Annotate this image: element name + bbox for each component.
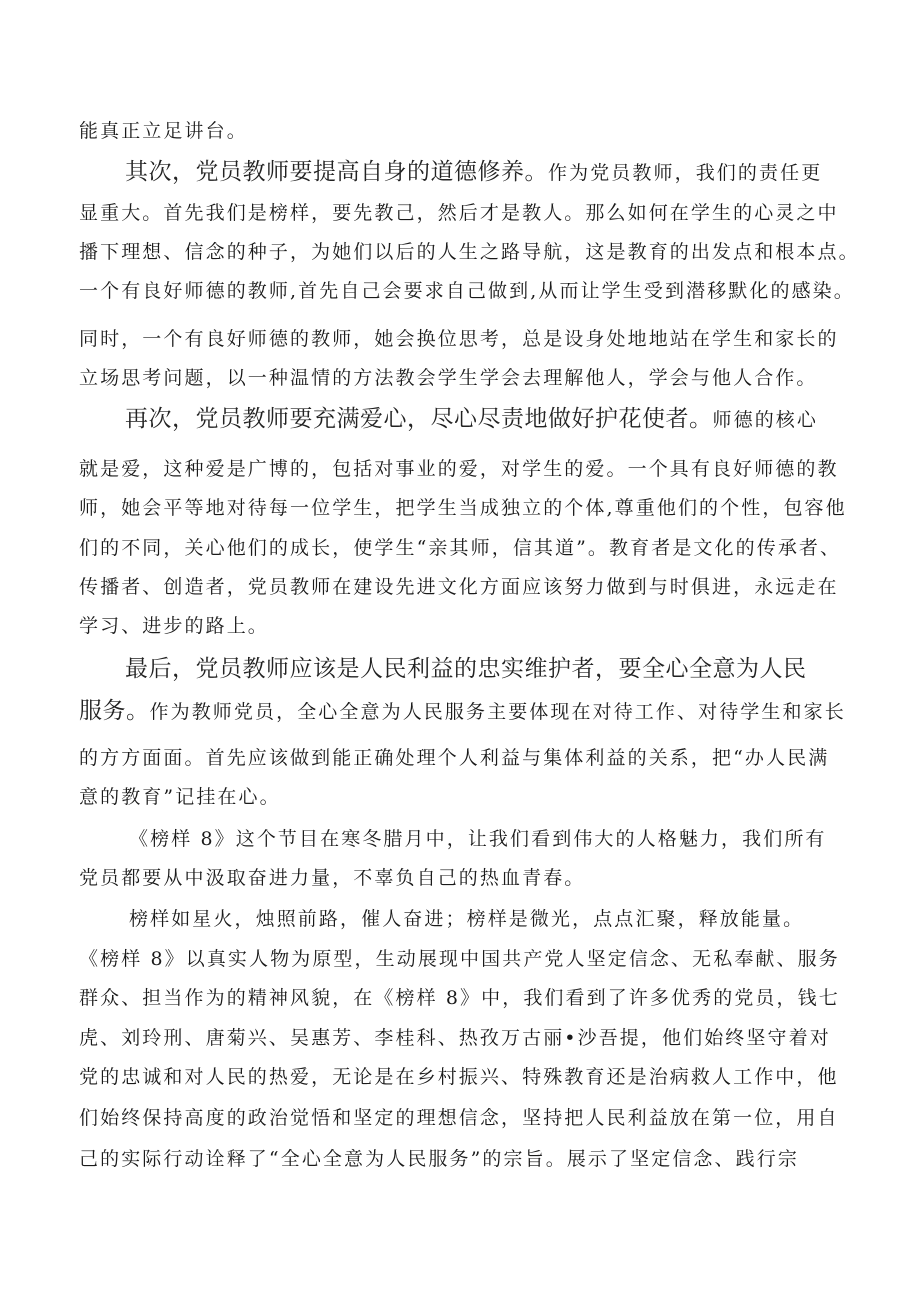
paragraph-text: 作为教师党员，全心全意为人民服务主要体现在对待工作、对待学生和家长	[149, 701, 846, 723]
paragraph-line: 榜样如星火，烛照前路，催人奋进；榜样是微光，点点汇聚，释放能量。	[129, 908, 805, 930]
paragraph-line: 显重大。首先我们是榜样，要先教己，然后才是教人。那么如何在学生的心灵之中	[79, 202, 839, 224]
paragraph-heading: 再次，党员教师要充满爱心，尽心尽责地做好护花使者。	[125, 406, 713, 432]
paragraph-line: 学习、进步的路上。	[79, 615, 269, 637]
paragraph-text: 作为党员教师，我们的责任更	[548, 162, 823, 184]
paragraph-line: 意的教育”记挂在心。	[79, 786, 281, 808]
paragraph-line: 群众、担当作为的精神风貌，在《榜样 8》中，我们看到了许多优秀的党员，钱七	[79, 987, 840, 1009]
paragraph-line: 党的忠诚和对人民的热爱，无论是在乡村振兴、特殊教育还是治病救人工作中，他	[79, 1066, 839, 1088]
paragraph-heading: 最后，党员教师应该是人民利益的忠实维护者，要全心全意为人民	[125, 656, 807, 682]
paragraph-line: 《榜样 8》以真实人物为原型，生动展现中国共产党人坚定信念、无私奉献、服务	[79, 948, 840, 970]
paragraph-line: 师，她会平等地对待每一位学生，把学生当成独立的个体,尊重他们的个性，包容他	[79, 497, 847, 519]
paragraph-line: 能真正立足讲台。	[79, 120, 248, 142]
paragraph-line: 传播者、创造者，党员教师在建设先进文化方面应该努力做到与时俱进，永远走在	[79, 576, 839, 598]
paragraph-line: 立场思考问题，以一种温情的方法教会学生学会去理解他人，学会与他人合作。	[79, 367, 818, 389]
paragraph-line	[79, 697, 846, 726]
paragraph-line	[125, 158, 822, 187]
paragraph-line: 《榜样 8》这个节目在寒冬腊月中，让我们看到伟大的人格魅力，我们所有	[129, 828, 827, 850]
paragraph-line: 们始终保持高度的政治觉悟和坚定的理想信念，坚持把人民利益放在第一位，用自	[79, 1107, 839, 1129]
paragraph-line: 一个有良好师德的教师,首先自己会要求自己做到,从而让学生受到潜移默化的感染。	[79, 280, 855, 302]
paragraph-line: 同时，一个有良好师德的教师，她会换位思考，总是设身处地地站在学生和家长的	[79, 328, 839, 350]
paragraph-line: 的方方面面。首先应该做到能正确处理个人利益与集体利益的关系，把“办人民满	[79, 747, 830, 769]
paragraph-line	[125, 405, 818, 434]
paragraph-line: 己的实际行动诠释了“全心全意为人民服务”的宗旨。展示了坚定信念、践行宗	[79, 1148, 799, 1170]
paragraph-line: 们的不同，关心他们的成长，使学生“亲其师，信其道”。教育者是文化的传承者、	[79, 537, 842, 559]
paragraph-line: 虎、刘玲刑、唐菊兴、吴惠芳、李桂科、热孜万古丽•沙吾提，他们始终坚守着对	[79, 1027, 831, 1049]
paragraph-line: 播下理想、信念的种子，为她们以后的人生之路导航，这是教育的出发点和根本点。	[79, 241, 860, 263]
paragraph-heading: 其次，党员教师要提高自身的道德修养。	[125, 159, 548, 185]
paragraph-line: 就是爱，这种爱是广博的，包括对事业的爱，对学生的爱。一个具有良好师德的教	[79, 458, 839, 480]
paragraph-text: 师德的核心	[712, 409, 819, 431]
paragraph-heading: 服务。	[79, 698, 150, 724]
paragraph-line: 党员都要从中汲取奋进力量，不辜负自己的热血青春。	[79, 867, 586, 889]
